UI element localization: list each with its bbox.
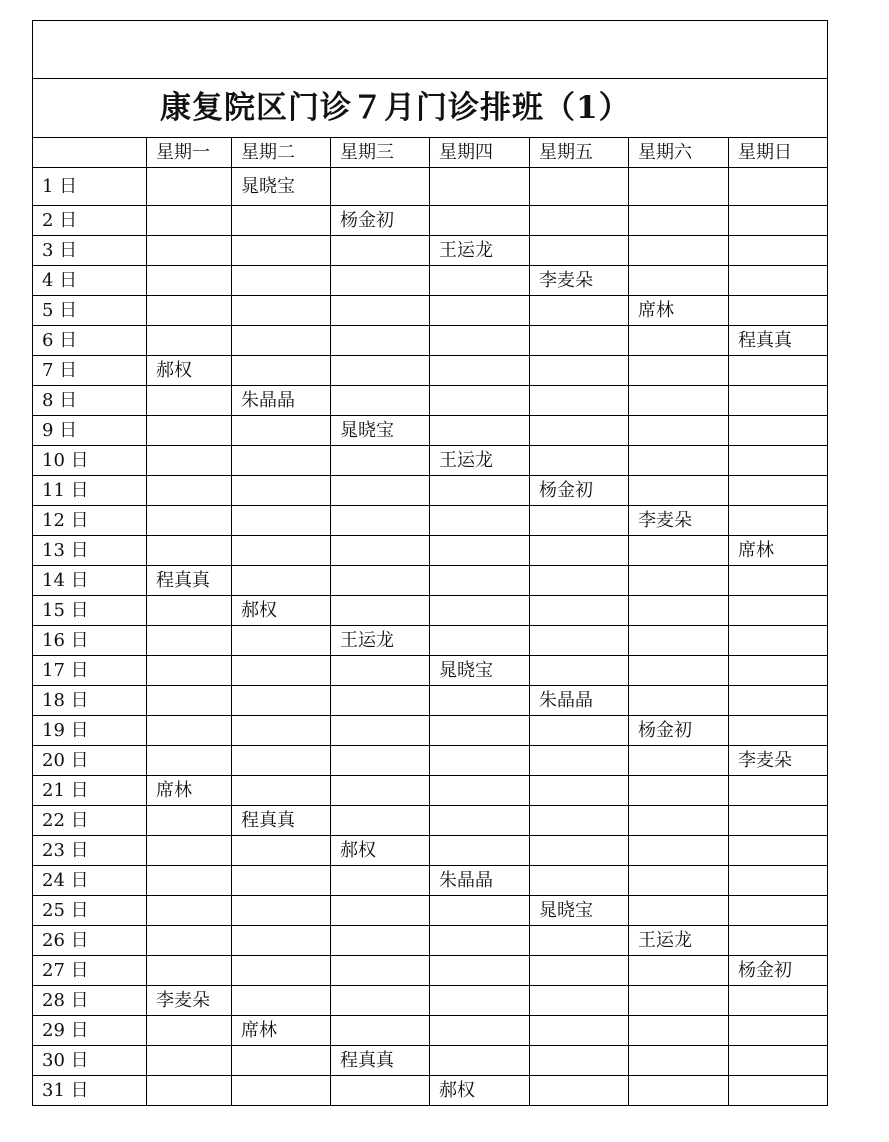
- day-label: 28 日: [33, 986, 147, 1016]
- empty-cell: [331, 266, 430, 296]
- empty-cell: [530, 806, 629, 836]
- empty-cell: [331, 236, 430, 266]
- empty-cell: [530, 746, 629, 776]
- day-row: [33, 356, 828, 386]
- empty-cell: [629, 896, 729, 926]
- day-row: [33, 206, 828, 236]
- empty-cell: [729, 986, 828, 1016]
- empty-cell: [729, 1076, 828, 1106]
- empty-cell: [232, 866, 331, 896]
- empty-cell: [147, 506, 232, 536]
- day-row: [33, 1076, 828, 1106]
- day-row: [33, 416, 828, 446]
- day-label: 5 日: [33, 296, 147, 326]
- empty-cell: [530, 168, 629, 206]
- day-label: 22 日: [33, 806, 147, 836]
- weekday-header: 星期一: [147, 138, 232, 168]
- empty-cell: [530, 1076, 629, 1106]
- empty-cell: [147, 326, 232, 356]
- empty-cell: [331, 356, 430, 386]
- day-label: 26 日: [33, 926, 147, 956]
- empty-cell: [147, 626, 232, 656]
- empty-cell: [629, 326, 729, 356]
- doctor-name: 王运龙: [629, 926, 729, 956]
- empty-cell: [629, 168, 729, 206]
- empty-cell: [147, 656, 232, 686]
- empty-cell: [147, 168, 232, 206]
- doctor-name: 王运龙: [430, 236, 530, 266]
- empty-cell: [331, 566, 430, 596]
- empty-cell: [430, 206, 530, 236]
- empty-cell: [729, 1046, 828, 1076]
- empty-cell: [629, 866, 729, 896]
- doctor-name: 晁晓宝: [430, 656, 530, 686]
- day-label: 12 日: [33, 506, 147, 536]
- empty-cell: [430, 168, 530, 206]
- empty-cell: [530, 536, 629, 566]
- day-label: 10 日: [33, 446, 147, 476]
- doctor-name: 程真真: [331, 1046, 430, 1076]
- empty-cell: [530, 446, 629, 476]
- empty-cell: [430, 1046, 530, 1076]
- empty-cell: [530, 656, 629, 686]
- empty-cell: [729, 476, 828, 506]
- empty-cell: [232, 716, 331, 746]
- empty-cell: [331, 956, 430, 986]
- empty-cell: [147, 236, 232, 266]
- empty-cell: [629, 956, 729, 986]
- empty-cell: [331, 596, 430, 626]
- day-label: 1 日: [33, 168, 147, 206]
- empty-cell: [331, 866, 430, 896]
- doctor-name: 王运龙: [430, 446, 530, 476]
- day-label: 25 日: [33, 896, 147, 926]
- day-label: 21 日: [33, 776, 147, 806]
- empty-cell: [430, 296, 530, 326]
- empty-cell: [530, 386, 629, 416]
- day-row: [33, 836, 828, 866]
- empty-cell: [331, 326, 430, 356]
- empty-cell: [232, 926, 331, 956]
- empty-cell: [629, 266, 729, 296]
- empty-cell: [232, 836, 331, 866]
- empty-cell: [629, 626, 729, 656]
- empty-cell: [530, 956, 629, 986]
- day-row: [33, 168, 828, 206]
- empty-cell: [147, 926, 232, 956]
- doctor-name: 郝权: [147, 356, 232, 386]
- empty-cell: [331, 896, 430, 926]
- day-row: [33, 536, 828, 566]
- day-label: 3 日: [33, 236, 147, 266]
- day-label: 18 日: [33, 686, 147, 716]
- empty-cell: [629, 986, 729, 1016]
- empty-cell: [530, 986, 629, 1016]
- empty-cell: [147, 1016, 232, 1046]
- doctor-name: 李麦朵: [629, 506, 729, 536]
- empty-cell: [147, 296, 232, 326]
- doctor-name: 席林: [629, 296, 729, 326]
- doctor-name: 晁晓宝: [232, 168, 331, 206]
- empty-cell: [232, 476, 331, 506]
- day-row: [33, 956, 828, 986]
- empty-cell: [232, 956, 331, 986]
- doctor-name: 席林: [147, 776, 232, 806]
- empty-cell: [629, 416, 729, 446]
- empty-cell: [430, 326, 530, 356]
- empty-cell: [629, 356, 729, 386]
- empty-cell: [430, 386, 530, 416]
- day-label: 24 日: [33, 866, 147, 896]
- day-row: [33, 296, 828, 326]
- doctor-name: 杨金初: [530, 476, 629, 506]
- day-row: [33, 896, 828, 926]
- empty-cell: [629, 836, 729, 866]
- day-label: 6 日: [33, 326, 147, 356]
- empty-cell: [331, 446, 430, 476]
- empty-cell: [331, 476, 430, 506]
- empty-cell: [232, 626, 331, 656]
- title-row: [33, 79, 828, 138]
- empty-cell: [729, 806, 828, 836]
- empty-cell: [430, 746, 530, 776]
- empty-cell: [430, 836, 530, 866]
- empty-cell: [629, 1046, 729, 1076]
- empty-cell: [232, 206, 331, 236]
- weekday-header: 星期六: [629, 138, 729, 168]
- empty-cell: [729, 506, 828, 536]
- doctor-name: 李麦朵: [729, 746, 828, 776]
- day-label: 19 日: [33, 716, 147, 746]
- empty-cell: [147, 536, 232, 566]
- empty-cell: [232, 776, 331, 806]
- empty-cell: [530, 236, 629, 266]
- empty-cell: [729, 206, 828, 236]
- empty-cell: [729, 626, 828, 656]
- weekday-header: 星期三: [331, 138, 430, 168]
- doctor-name: 晁晓宝: [530, 896, 629, 926]
- empty-cell: [331, 986, 430, 1016]
- blank-row: [33, 21, 828, 79]
- empty-cell: [147, 896, 232, 926]
- empty-cell: [232, 896, 331, 926]
- doctor-name: 程真真: [232, 806, 331, 836]
- empty-cell: [629, 596, 729, 626]
- empty-cell: [331, 296, 430, 326]
- empty-cell: [147, 686, 232, 716]
- doctor-name: 朱晶晶: [232, 386, 331, 416]
- empty-cell: [729, 1016, 828, 1046]
- empty-cell: [147, 746, 232, 776]
- day-row: [33, 506, 828, 536]
- empty-cell: [147, 956, 232, 986]
- weekday-header: 星期四: [430, 138, 530, 168]
- empty-cell: [729, 596, 828, 626]
- empty-cell: [147, 416, 232, 446]
- page-title: 康复院区门诊７月门诊排班（1）: [33, 79, 828, 138]
- day-label: 23 日: [33, 836, 147, 866]
- empty-cell: [530, 356, 629, 386]
- empty-cell: [331, 776, 430, 806]
- empty-cell: [430, 716, 530, 746]
- doctor-name: 杨金初: [729, 956, 828, 986]
- empty-cell: [232, 1046, 331, 1076]
- empty-cell: [147, 716, 232, 746]
- day-row: [33, 386, 828, 416]
- empty-cell: [729, 236, 828, 266]
- schedule-table: [32, 20, 828, 1106]
- day-label: 7 日: [33, 356, 147, 386]
- empty-cell: [232, 446, 331, 476]
- day-row: [33, 746, 828, 776]
- doctor-name: 杨金初: [331, 206, 430, 236]
- empty-cell: [629, 206, 729, 236]
- day-label: 30 日: [33, 1046, 147, 1076]
- empty-cell: [331, 686, 430, 716]
- empty-cell: [147, 596, 232, 626]
- day-row: [33, 566, 828, 596]
- empty-cell: [729, 416, 828, 446]
- empty-cell: [629, 476, 729, 506]
- day-label: 14 日: [33, 566, 147, 596]
- doctor-name: 席林: [232, 1016, 331, 1046]
- empty-cell: [729, 386, 828, 416]
- empty-cell: [629, 386, 729, 416]
- weekday-header: 星期二: [232, 138, 331, 168]
- day-row: [33, 266, 828, 296]
- empty-cell: [629, 806, 729, 836]
- empty-cell: [331, 506, 430, 536]
- empty-cell: [629, 446, 729, 476]
- doctor-name: 朱晶晶: [430, 866, 530, 896]
- empty-cell: [430, 776, 530, 806]
- day-row: [33, 446, 828, 476]
- empty-cell: [729, 446, 828, 476]
- day-row: [33, 236, 828, 266]
- day-label: 31 日: [33, 1076, 147, 1106]
- empty-cell: [430, 896, 530, 926]
- empty-cell: [430, 266, 530, 296]
- doctor-name: 杨金初: [629, 716, 729, 746]
- day-label: 2 日: [33, 206, 147, 236]
- empty-cell: [530, 206, 629, 236]
- empty-cell: [629, 1076, 729, 1106]
- empty-cell: [729, 866, 828, 896]
- empty-cell: [430, 356, 530, 386]
- empty-cell: [232, 746, 331, 776]
- empty-cell: [530, 416, 629, 446]
- empty-cell: [331, 656, 430, 686]
- weekday-header: 星期日: [729, 138, 828, 168]
- empty-cell: [430, 506, 530, 536]
- empty-cell: [729, 896, 828, 926]
- doctor-name: 李麦朵: [147, 986, 232, 1016]
- empty-cell: [530, 1046, 629, 1076]
- empty-cell: [729, 926, 828, 956]
- day-label: 29 日: [33, 1016, 147, 1046]
- empty-cell: [232, 506, 331, 536]
- empty-cell: [430, 536, 530, 566]
- empty-cell: [729, 168, 828, 206]
- day-row: [33, 686, 828, 716]
- day-row: [33, 656, 828, 686]
- empty-cell: [331, 1016, 430, 1046]
- day-label: 8 日: [33, 386, 147, 416]
- day-row: [33, 776, 828, 806]
- empty-cell: [331, 386, 430, 416]
- empty-cell: [331, 536, 430, 566]
- doctor-name: 王运龙: [331, 626, 430, 656]
- empty-cell: [729, 716, 828, 746]
- empty-cell: [430, 476, 530, 506]
- empty-cell: [729, 836, 828, 866]
- empty-cell: [331, 716, 430, 746]
- empty-cell: [232, 986, 331, 1016]
- empty-cell: [147, 266, 232, 296]
- empty-cell: [530, 596, 629, 626]
- empty-cell: [729, 296, 828, 326]
- empty-cell: [629, 566, 729, 596]
- doctor-name: 程真真: [729, 326, 828, 356]
- doctor-name: 席林: [729, 536, 828, 566]
- day-row: [33, 1046, 828, 1076]
- day-row: [33, 716, 828, 746]
- empty-cell: [232, 536, 331, 566]
- day-label: 13 日: [33, 536, 147, 566]
- empty-cell: [430, 926, 530, 956]
- day-row: [33, 596, 828, 626]
- empty-cell: [629, 686, 729, 716]
- weekday-header: 星期五: [530, 138, 629, 168]
- empty-cell: [530, 1016, 629, 1046]
- empty-cell: [530, 296, 629, 326]
- empty-cell: [232, 356, 331, 386]
- empty-cell: [530, 776, 629, 806]
- empty-cell: [331, 746, 430, 776]
- empty-cell: [232, 416, 331, 446]
- day-label: 20 日: [33, 746, 147, 776]
- empty-cell: [331, 926, 430, 956]
- empty-cell: [430, 416, 530, 446]
- empty-cell: [430, 1016, 530, 1046]
- day-row: [33, 626, 828, 656]
- empty-cell: [147, 1076, 232, 1106]
- doctor-name: 晁晓宝: [331, 416, 430, 446]
- empty-cell: [729, 776, 828, 806]
- day-row: [33, 806, 828, 836]
- empty-cell: [147, 836, 232, 866]
- day-label: 9 日: [33, 416, 147, 446]
- empty-cell: [530, 506, 629, 536]
- empty-cell: [232, 656, 331, 686]
- empty-cell: [430, 626, 530, 656]
- empty-cell: [629, 776, 729, 806]
- empty-cell: [147, 866, 232, 896]
- empty-cell: [729, 266, 828, 296]
- blank-cell: [33, 21, 828, 79]
- day-label: 17 日: [33, 656, 147, 686]
- empty-cell: [629, 746, 729, 776]
- empty-cell: [232, 296, 331, 326]
- empty-cell: [629, 536, 729, 566]
- empty-cell: [232, 326, 331, 356]
- doctor-name: 程真真: [147, 566, 232, 596]
- empty-cell: [430, 956, 530, 986]
- day-row: [33, 326, 828, 356]
- day-row: [33, 866, 828, 896]
- empty-cell: [530, 716, 629, 746]
- empty-cell: [430, 566, 530, 596]
- empty-cell: [530, 836, 629, 866]
- empty-cell: [629, 1016, 729, 1046]
- empty-cell: [430, 806, 530, 836]
- empty-cell: [147, 206, 232, 236]
- empty-cell: [530, 626, 629, 656]
- empty-cell: [232, 686, 331, 716]
- empty-cell: [147, 386, 232, 416]
- empty-cell: [530, 926, 629, 956]
- empty-cell: [729, 656, 828, 686]
- empty-cell: [430, 986, 530, 1016]
- doctor-name: 郝权: [232, 596, 331, 626]
- empty-cell: [331, 1076, 430, 1106]
- day-row: [33, 1016, 828, 1046]
- empty-cell: [530, 566, 629, 596]
- empty-cell: [147, 1046, 232, 1076]
- doctor-name: 李麦朵: [530, 266, 629, 296]
- empty-cell: [430, 596, 530, 626]
- empty-cell: [232, 266, 331, 296]
- empty-cell: [147, 476, 232, 506]
- empty-cell: [530, 866, 629, 896]
- day-label: 15 日: [33, 596, 147, 626]
- doctor-name: 朱晶晶: [530, 686, 629, 716]
- empty-cell: [729, 686, 828, 716]
- empty-cell: [232, 566, 331, 596]
- empty-cell: [530, 326, 629, 356]
- doctor-name: 郝权: [430, 1076, 530, 1106]
- empty-cell: [729, 356, 828, 386]
- empty-cell: [147, 446, 232, 476]
- empty-cell: [147, 806, 232, 836]
- day-label: 27 日: [33, 956, 147, 986]
- day-label: 4 日: [33, 266, 147, 296]
- doctor-name: 郝权: [331, 836, 430, 866]
- empty-cell: [629, 236, 729, 266]
- empty-cell: [331, 806, 430, 836]
- header-corner-cell: [33, 138, 147, 168]
- day-row: [33, 476, 828, 506]
- empty-cell: [232, 236, 331, 266]
- empty-cell: [331, 168, 430, 206]
- empty-cell: [729, 566, 828, 596]
- empty-cell: [430, 686, 530, 716]
- day-label: 16 日: [33, 626, 147, 656]
- empty-cell: [232, 1076, 331, 1106]
- day-label: 11 日: [33, 476, 147, 506]
- day-row: [33, 926, 828, 956]
- weekday-header-row: [33, 138, 828, 168]
- empty-cell: [629, 656, 729, 686]
- day-row: [33, 986, 828, 1016]
